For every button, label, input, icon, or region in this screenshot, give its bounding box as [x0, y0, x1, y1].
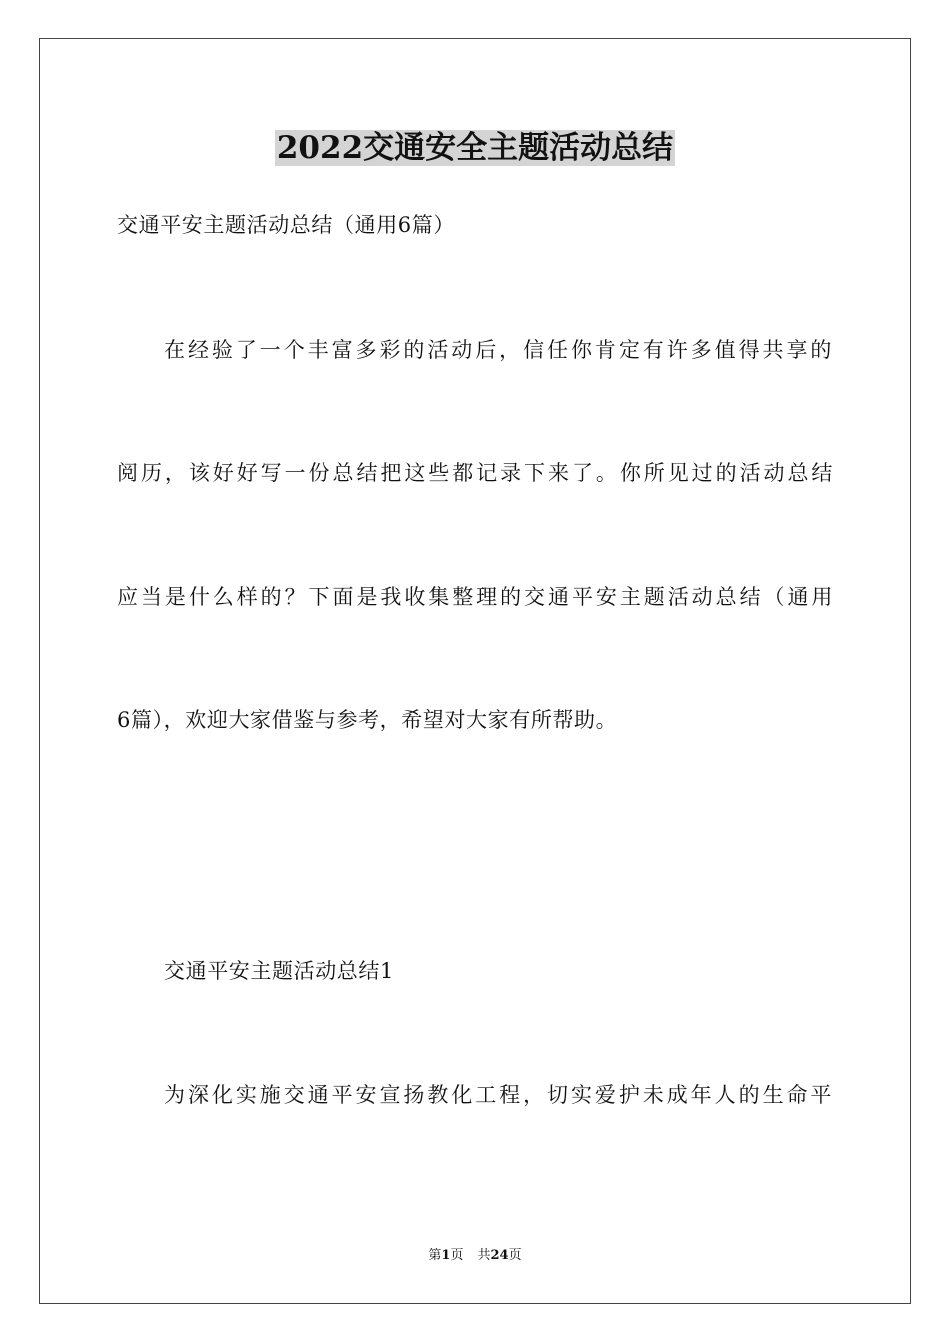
intro-line-4: 6篇），欢迎大家借鉴与参考，希望对大家有所帮助。	[117, 708, 618, 732]
page-number: 1	[441, 1248, 451, 1263]
document-title-text: 2022交通安全主题活动总结	[276, 130, 674, 166]
total-suffix: 页	[508, 1248, 522, 1263]
document-title	[0, 128, 950, 168]
section-line-1: 为深化实施交通平安宣扬教化工程，切实爱护未成年人的生命平	[164, 1083, 832, 1107]
intro-line-2: 阅历，该好好写一份总结把这些都记录下来了。你所见过的活动总结	[117, 461, 833, 485]
page-suffix: 页	[450, 1248, 464, 1263]
intro-line-1: 在经验了一个丰富多彩的活动后，信任你肯定有许多值得共享的	[164, 338, 832, 362]
page-footer	[0, 1247, 950, 1265]
section-heading: 交通平安主题活动总结1	[164, 959, 394, 983]
document-subtitle: 交通平安主题活动总结（通用6篇）	[117, 213, 455, 237]
total-prefix: 共	[477, 1248, 491, 1263]
intro-line-3: 应当是什么样的？下面是我收集整理的交通平安主题活动总结（通用	[117, 585, 833, 609]
total-pages: 24	[490, 1248, 509, 1263]
page-prefix: 第	[428, 1248, 442, 1263]
